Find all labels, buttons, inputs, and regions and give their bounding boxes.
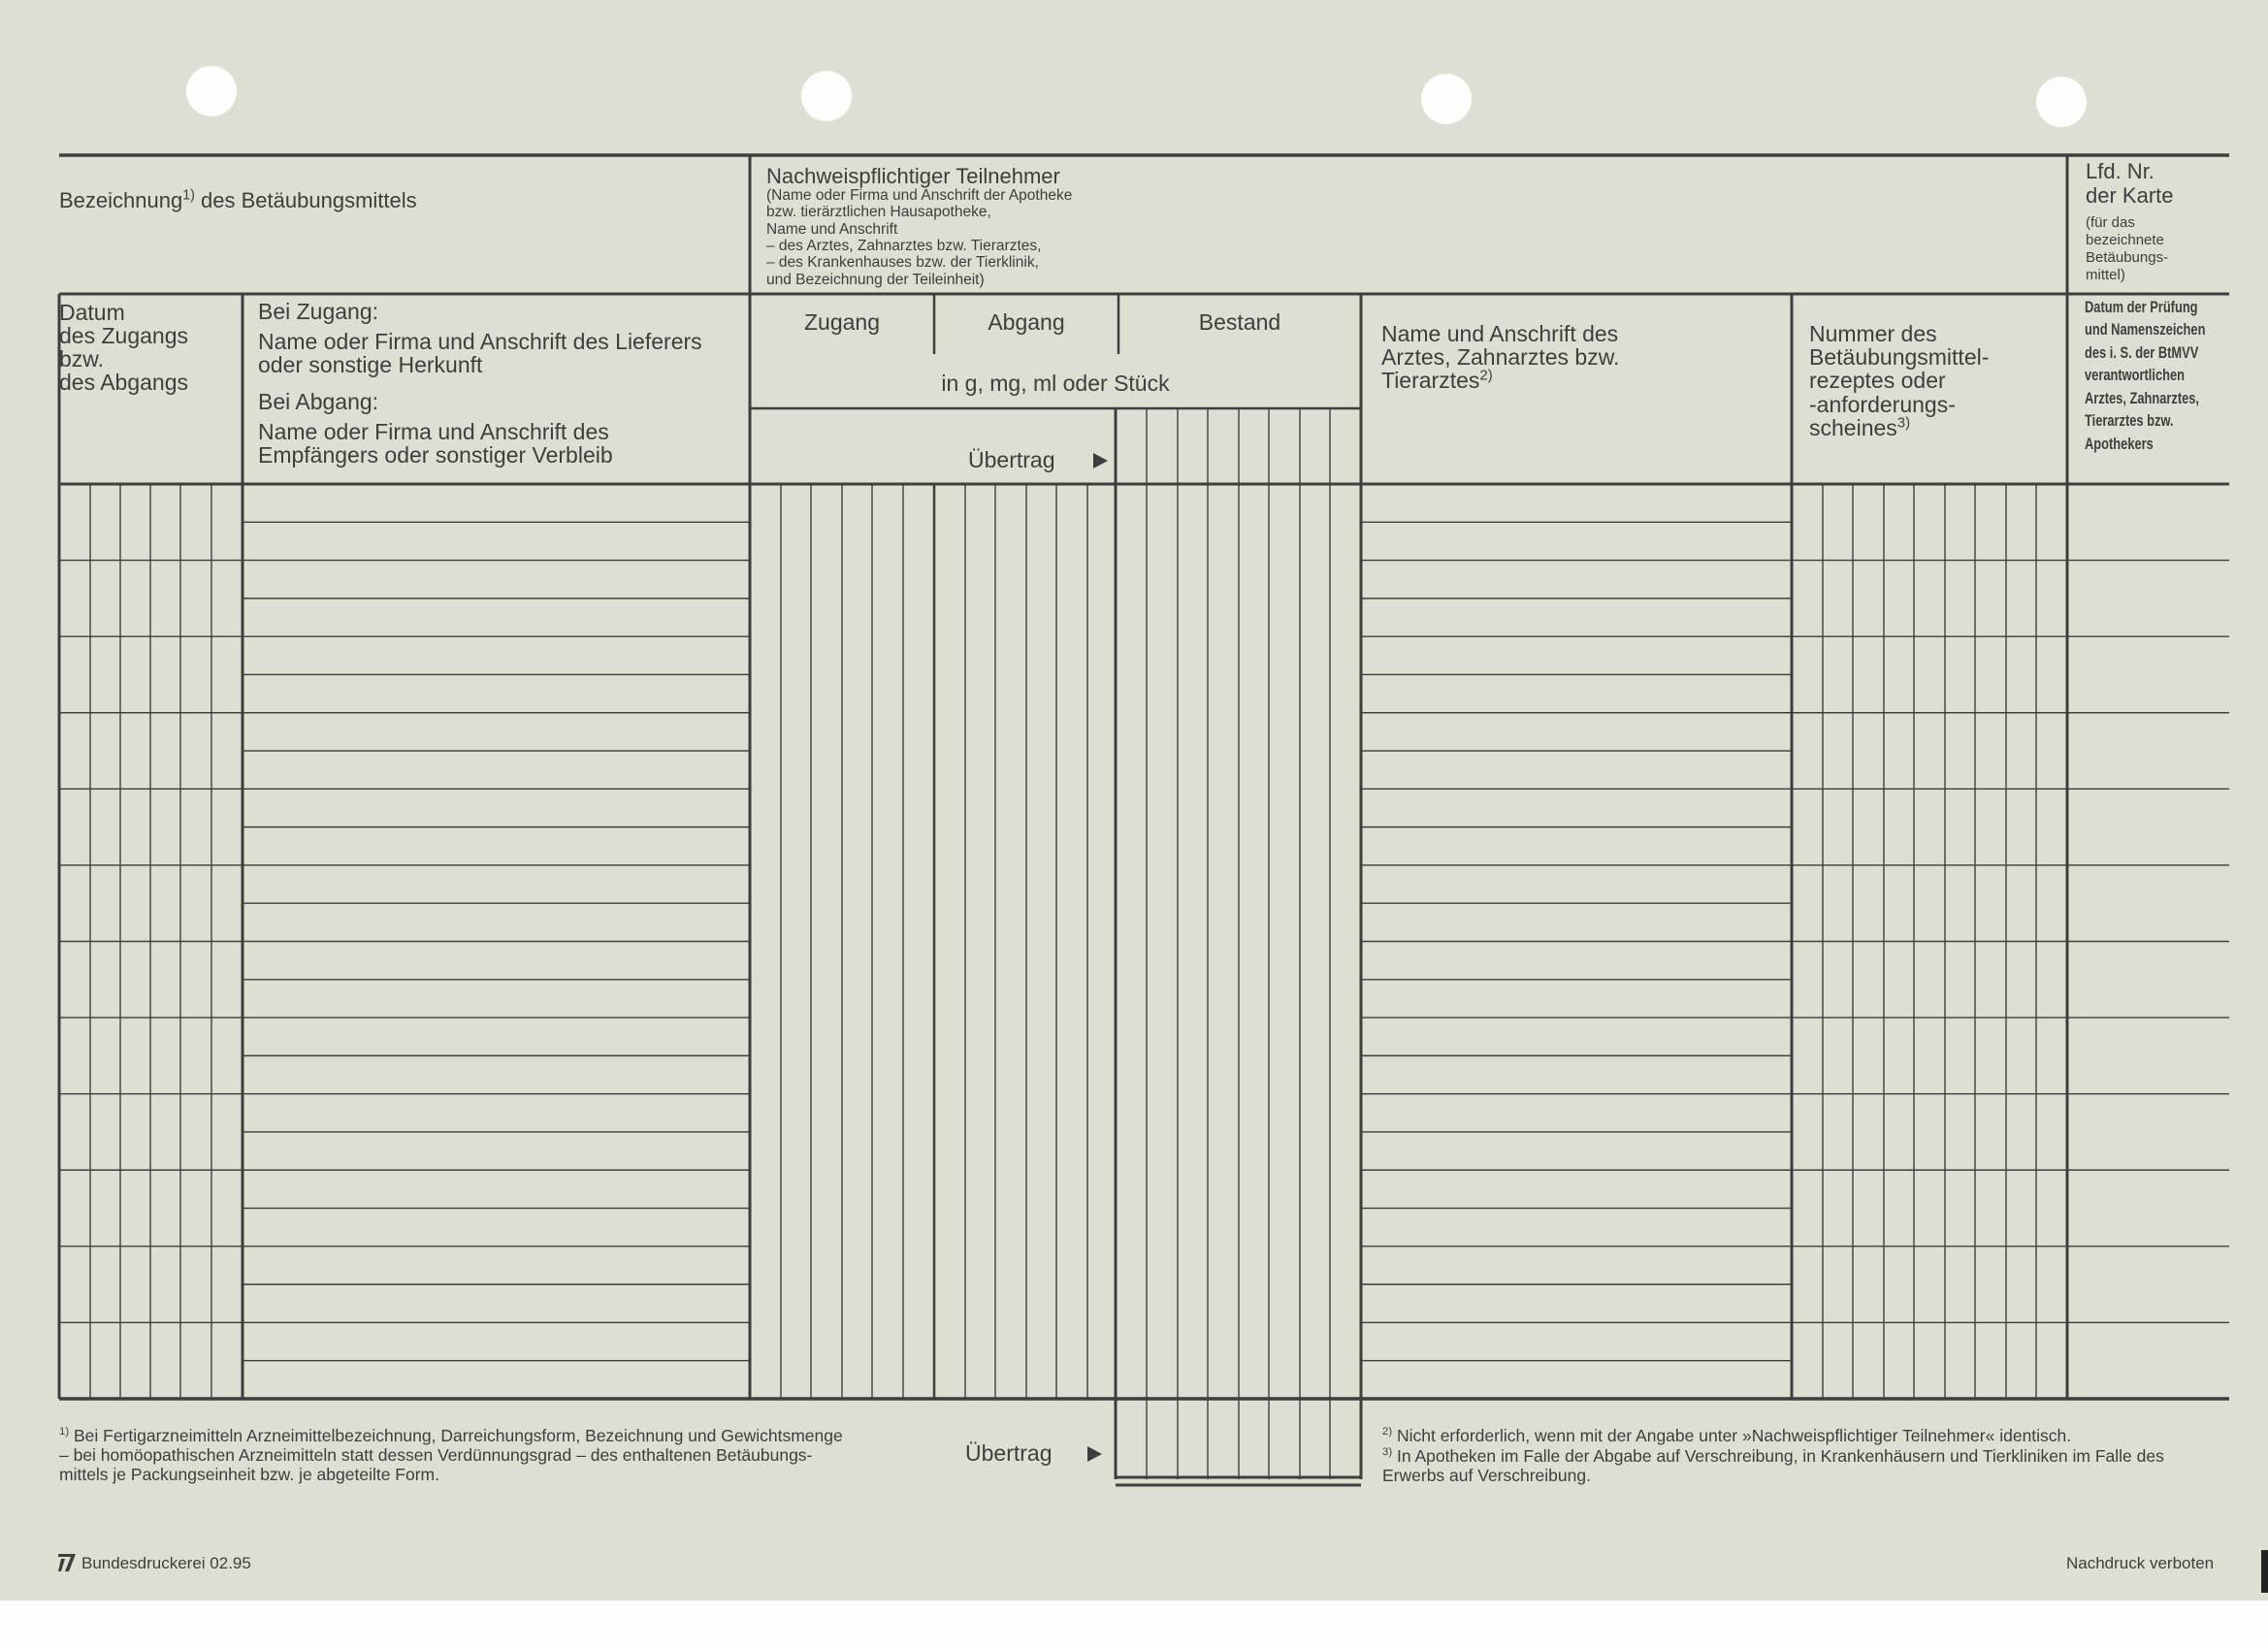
- arrow-right-icon: [1087, 1446, 1102, 1462]
- nummer-header: Nummer des Betäubungsmittel- rezeptes oder -anforderungs- scheines$^{3)}$: [1809, 321, 1990, 440]
- arrow-right-icon: [1093, 453, 1108, 469]
- bundesdruckerei-logo-icon: [56, 1552, 78, 1573]
- einheit-label: in g, mg, ml oder Stück: [941, 371, 1170, 396]
- zugang-header: Zugang: [803, 309, 880, 335]
- bei-abgang-text: Name oder Firma und Anschrift des Empfängers oder sonstiger Verbleib: [258, 419, 613, 469]
- teilnehmer-title: Nachweispflichtiger Teilnehmer: [766, 164, 1060, 188]
- lfd-nr-note: (für das bezeichnete Betäubungs- mittel): [2086, 214, 2169, 283]
- teilnehmer-note: (Name oder Firma und Anschrift der Apotheke bzw. tierärztlichen Hausapotheke, Name und Anschrift – des Arztes, Zahnarztes bzw. Tierarztes, – des Krankenhauses bzw. der Tierklinik, und Bezeichnung der Teileinheit): [766, 187, 1073, 288]
- uebertrag-bottom-label: Übertrag: [965, 1440, 1053, 1466]
- bestand-header: Bestand: [1198, 309, 1281, 335]
- bezeichnung-label: Bezeichnung$^{1)}$ des Betäubungsmittels: [59, 187, 417, 212]
- pruefung-header: Datum der Prüfung und Namenszeichen des i. S. der BtMVV verantwortlichen Arztes, Zahnarztes, Tierarztes bzw. Apothekers: [2085, 299, 2206, 453]
- bei-abgang-label: Bei Abgang:: [258, 389, 379, 414]
- uebertrag-top-label: Übertrag: [968, 447, 1055, 472]
- footnote-2: $^{2)}$ Nicht erforderlich, wenn mit der Angabe unter »Nachweispflichtiger Teilnehmer« identisch.: [1382, 1426, 2072, 1446]
- copyright-note: Nachdruck verboten: [2066, 1554, 2215, 1572]
- scan-edge-mark: [2261, 1550, 2268, 1593]
- footnote-3: $^{3)}$ In Apotheken im Falle der Abgabe auf Verschreibung, in Krankenhäusern und Tierkliniken im Falle des Erwerbs auf Verschreibung.: [1382, 1446, 2164, 1486]
- abgang-header: Abgang: [988, 309, 1065, 335]
- lfd-nr-title: Lfd. Nr. der Karte: [2086, 159, 2174, 208]
- printer-imprint: Bundesdruckerei 02.95: [81, 1554, 251, 1572]
- bei-zugang-label: Bei Zugang:: [258, 299, 379, 324]
- datum-header: Datum des Zugangs bzw. des Abgangs: [59, 300, 189, 396]
- bei-zugang-text: Name oder Firma und Anschrift des Lieferers oder sonstige Herkunft: [258, 329, 702, 378]
- arzt-header: Name und Anschrift des Arztes, Zahnarztes bzw. Tierarztes$^{2)}$: [1381, 321, 1620, 394]
- footnote-1: $^{1)}$ Bei Fertigarzneimitteln Arzneimittelbezeichnung, Darreichungsform, Bezeichnung und Gewichtsmenge – bei homöopathischen Arzneimitteln statt dessen Verdünnungsgrad – des enthaltenen Betäubungs- mittels je Packungseinheit bzw. je abgeteilte Form.: [59, 1426, 843, 1485]
